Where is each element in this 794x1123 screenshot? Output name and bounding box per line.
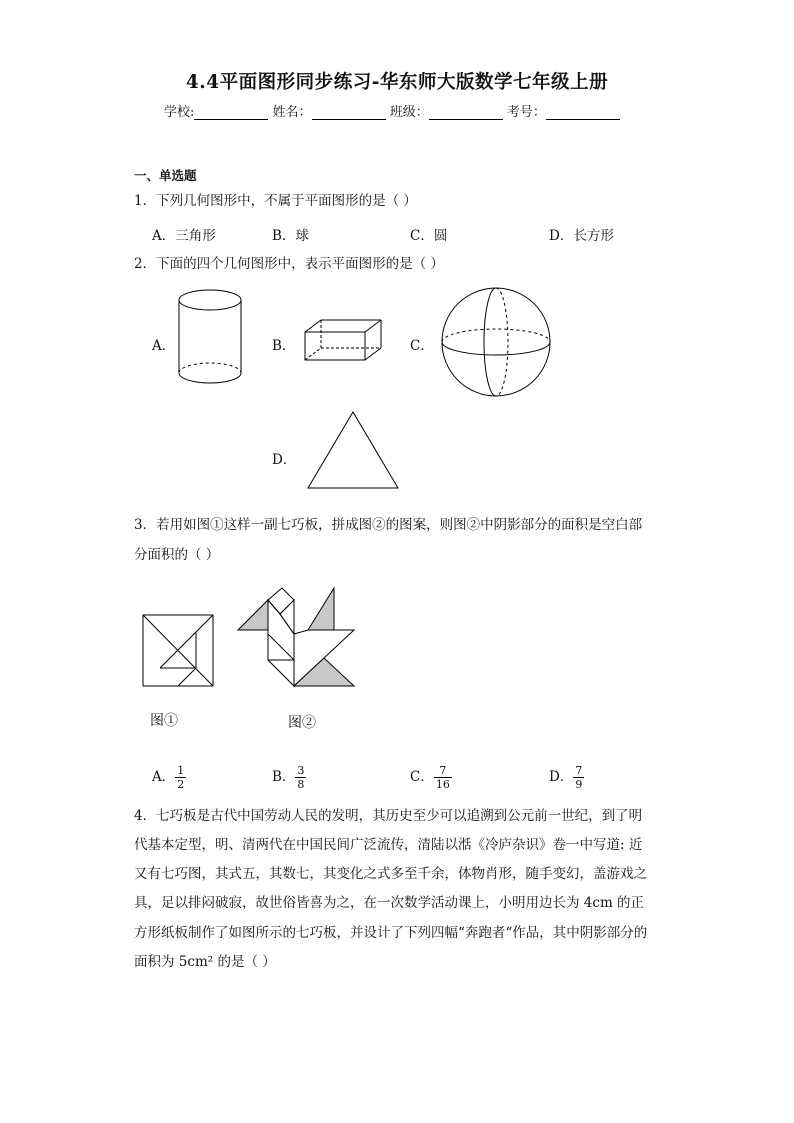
question-4-line-5: 方形纸板制作了如图所示的七巧板，并设计了下列四幅“奔跑者“作品，其中阴影部分的 [134,925,648,941]
cuboid-figure [303,318,385,364]
q3-option-b[interactable] [272,764,306,791]
q1-option-c[interactable]: C．圆 [410,228,448,244]
q2-option-b[interactable]: B． [272,338,296,354]
sphere-figure [440,286,552,398]
question-4-line-2: 代基本定型，明、清两代在中国民间广泛流传，清陆以湉《冷庐杂识》卷一中写道: 近 [134,837,643,853]
q3-option-b-label: B． [272,769,296,785]
q3-d-numerator: 7 [575,764,583,777]
q2-option-a[interactable]: A． [152,338,176,354]
q1-option-a[interactable]: A．三角形 [152,228,216,244]
q3-a-numerator: 1 [177,764,185,777]
triangle-figure [306,410,400,490]
q3-c-denominator: 16 [435,778,450,791]
cylinder-figure [176,288,246,388]
class-label: 班级： [389,105,429,120]
q3-d-denominator: 9 [575,778,583,791]
page-title: 4.4平面图形同步练习-华东师大版数学七年级上册 [185,72,609,93]
question-4-line-1: 4．七巧板是古代中国劳动人民的发明，其历史至少可以追溯到公元前一世纪，到了明 [134,808,643,824]
q3-option-d[interactable] [549,764,584,791]
q3-b-denominator: 8 [297,778,305,791]
q3-option-c[interactable] [410,764,452,791]
q1-option-d[interactable]: D．长方形 [549,228,614,244]
question-4-line-3: 又有七巧图，其式五，其数七，其变化之式多至千余，体物肖形，随手变幻，盖游戏之 [134,866,647,882]
q3-option-d-label: D． [549,769,574,785]
question-4-line-4: 具，足以排闷破寂，故世俗皆喜为之，在一次数学活动课上，小明用边长为 4cm 的正 [134,895,645,911]
q3-option-a[interactable] [152,764,186,791]
q3-option-c-fraction [434,764,452,791]
q3-a-denominator: 2 [177,778,185,791]
figure-1-caption: 图① [150,713,178,729]
q3-option-a-fraction [175,764,186,791]
tangram-bird-figure [234,586,358,692]
question-1-text: 1．下列几何图形中，不属于平面图形的是（ ） [134,193,417,209]
q2-option-c[interactable]: C． [410,338,434,354]
school-label: 学校: [164,105,195,120]
q3-option-b-fraction [295,764,306,791]
q1-option-b[interactable]: B．球 [272,228,309,244]
student-info-line [164,101,620,120]
name-label: 姓名： [272,105,312,120]
tangram-square-figure [142,614,214,688]
exam-no-label: 考号： [506,105,546,120]
figure-2-caption: 图② [288,715,316,731]
q3-c-numerator: 7 [434,764,452,778]
q3-option-c-label: C． [410,769,434,785]
question-4-line-6: 面积为 5cm² 的是（ ） [134,954,276,970]
exam-no-blank[interactable] [546,105,620,120]
question-3-line-1: 3．若用如图①这样一副七巧板，拼成图②的图案，则图②中阴影部分的面积是空白部 [134,517,643,533]
q3-option-a-label: A． [152,769,176,785]
question-2-text: 2．下面的四个几何图形中，表示平面图形的是（ ） [134,256,444,272]
class-blank[interactable] [429,105,503,120]
name-blank[interactable] [312,105,386,120]
question-3-line-2: 分面积的（ ） [134,547,220,563]
section-heading: 一、单选题 [134,168,197,183]
school-blank[interactable] [194,105,268,120]
q3-option-d-fraction [573,764,584,791]
q3-b-numerator: 3 [297,764,305,777]
q2-option-d[interactable]: D． [272,452,297,468]
